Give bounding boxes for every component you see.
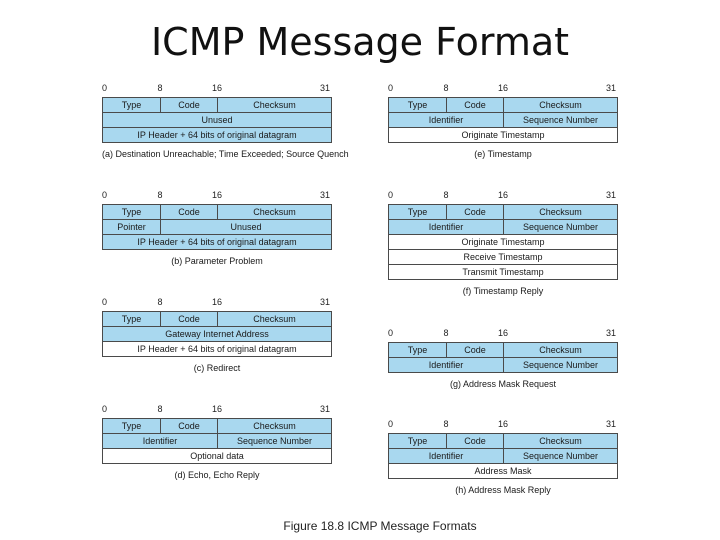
field-type: Type bbox=[103, 419, 160, 433]
bit-label: 8 bbox=[443, 190, 449, 200]
field-code: Code bbox=[160, 419, 217, 433]
diagram-f bbox=[388, 190, 618, 296]
field-row bbox=[103, 127, 331, 142]
message-format-box bbox=[388, 433, 618, 479]
field-row bbox=[103, 433, 331, 448]
message-format-box bbox=[102, 311, 332, 357]
diagram-caption: (f) Timestamp Reply bbox=[462, 286, 544, 296]
message-format-box bbox=[388, 204, 618, 280]
field-type: Type bbox=[389, 205, 446, 219]
field-sequence-number: Sequence Number bbox=[503, 358, 617, 372]
page-title: ICMP Message Format bbox=[150, 20, 570, 64]
diagram-b bbox=[102, 190, 332, 266]
bit-label: 8 bbox=[157, 297, 163, 307]
field-type: Type bbox=[389, 98, 446, 112]
bit-label: 16 bbox=[497, 190, 509, 200]
field-row bbox=[103, 98, 331, 112]
bit-label: 0 bbox=[388, 419, 394, 429]
bit-label: 8 bbox=[157, 83, 163, 93]
bit-ruler bbox=[388, 419, 618, 433]
field-checksum: Checksum bbox=[503, 205, 617, 219]
diagram-caption: (h) Address Mask Reply bbox=[455, 485, 551, 495]
field-row bbox=[103, 341, 331, 356]
field-code: Code bbox=[446, 343, 503, 357]
field-transmit-timestamp: Transmit Timestamp bbox=[389, 265, 617, 279]
field-row bbox=[389, 112, 617, 127]
message-format-box bbox=[102, 418, 332, 464]
diagram-a bbox=[102, 83, 349, 159]
bit-label: 8 bbox=[443, 328, 449, 338]
field-type: Type bbox=[389, 434, 446, 448]
field-row bbox=[389, 448, 617, 463]
field-optional-data: Optional data bbox=[103, 449, 331, 463]
field-row bbox=[389, 249, 617, 264]
bit-label: 0 bbox=[388, 190, 394, 200]
bit-label: 31 bbox=[605, 83, 616, 93]
field-row bbox=[389, 98, 617, 112]
field-checksum: Checksum bbox=[217, 419, 331, 433]
bit-label: 16 bbox=[497, 83, 509, 93]
message-format-box bbox=[388, 97, 618, 143]
field-receive-timestamp: Receive Timestamp bbox=[389, 250, 617, 264]
field-identifier: Identifier bbox=[389, 220, 503, 234]
bit-ruler bbox=[388, 190, 618, 204]
field-type: Type bbox=[103, 205, 160, 219]
diagram-d bbox=[102, 404, 332, 480]
bit-ruler bbox=[102, 297, 332, 311]
field-ip-header-64-bits-of-original-datagram: IP Header + 64 bits of original datagram bbox=[103, 235, 331, 249]
field-address-mask: Address Mask bbox=[389, 464, 617, 478]
bit-label: 0 bbox=[102, 297, 108, 307]
field-row bbox=[389, 357, 617, 372]
bit-label: 8 bbox=[443, 83, 449, 93]
bit-ruler bbox=[388, 328, 618, 342]
message-format-box bbox=[102, 204, 332, 250]
bit-label: 16 bbox=[497, 328, 509, 338]
diagram-e bbox=[388, 83, 618, 159]
field-code: Code bbox=[446, 205, 503, 219]
field-row bbox=[103, 205, 331, 219]
field-row bbox=[103, 112, 331, 127]
bit-label: 0 bbox=[102, 83, 108, 93]
field-originate-timestamp: Originate Timestamp bbox=[389, 235, 617, 249]
field-code: Code bbox=[446, 98, 503, 112]
field-row bbox=[389, 264, 617, 279]
diagram-g bbox=[388, 328, 618, 389]
field-row bbox=[389, 434, 617, 448]
field-checksum: Checksum bbox=[503, 98, 617, 112]
bit-label: 31 bbox=[605, 419, 616, 429]
field-code: Code bbox=[446, 434, 503, 448]
field-row bbox=[389, 234, 617, 249]
bit-ruler bbox=[102, 190, 332, 204]
bit-label: 8 bbox=[157, 404, 163, 414]
field-sequence-number: Sequence Number bbox=[503, 449, 617, 463]
diagram-caption: (b) Parameter Problem bbox=[171, 256, 263, 266]
message-format-box bbox=[102, 97, 332, 143]
bit-label: 8 bbox=[443, 419, 449, 429]
field-code: Code bbox=[160, 205, 217, 219]
field-checksum: Checksum bbox=[217, 312, 331, 326]
bit-label: 31 bbox=[319, 190, 330, 200]
bit-label: 16 bbox=[211, 297, 223, 307]
diagram-caption: (e) Timestamp bbox=[474, 149, 532, 159]
field-identifier: Identifier bbox=[389, 113, 503, 127]
field-row bbox=[103, 219, 331, 234]
bit-label: 31 bbox=[319, 297, 330, 307]
field-sequence-number: Sequence Number bbox=[503, 113, 617, 127]
field-sequence-number: Sequence Number bbox=[217, 434, 331, 448]
field-row bbox=[389, 127, 617, 142]
bit-label: 31 bbox=[319, 83, 330, 93]
field-type: Type bbox=[103, 98, 160, 112]
field-identifier: Identifier bbox=[389, 358, 503, 372]
field-pointer: Pointer bbox=[103, 220, 160, 234]
field-row bbox=[103, 326, 331, 341]
bit-label: 31 bbox=[605, 328, 616, 338]
diagram-caption: (g) Address Mask Request bbox=[449, 379, 557, 389]
field-row bbox=[389, 205, 617, 219]
bit-ruler bbox=[102, 404, 332, 418]
bit-label: 16 bbox=[211, 190, 223, 200]
field-sequence-number: Sequence Number bbox=[503, 220, 617, 234]
bit-label: 0 bbox=[388, 83, 394, 93]
field-checksum: Checksum bbox=[217, 205, 331, 219]
field-identifier: Identifier bbox=[389, 449, 503, 463]
bit-label: 8 bbox=[157, 190, 163, 200]
field-type: Type bbox=[389, 343, 446, 357]
bit-label: 0 bbox=[388, 328, 394, 338]
field-row bbox=[389, 463, 617, 478]
field-row bbox=[103, 312, 331, 326]
field-code: Code bbox=[160, 312, 217, 326]
diagram-h bbox=[388, 419, 618, 495]
field-row bbox=[103, 448, 331, 463]
figure-caption: Figure 18.8 ICMP Message Formats bbox=[283, 519, 477, 533]
field-row bbox=[103, 419, 331, 433]
bit-ruler bbox=[388, 83, 618, 97]
diagram-c bbox=[102, 297, 332, 373]
field-type: Type bbox=[103, 312, 160, 326]
field-checksum: Checksum bbox=[503, 343, 617, 357]
bit-label: 16 bbox=[211, 83, 223, 93]
field-code: Code bbox=[160, 98, 217, 112]
message-format-box bbox=[388, 342, 618, 373]
field-row bbox=[389, 343, 617, 357]
diagram-caption: (c) Redirect bbox=[193, 363, 241, 373]
field-unused: Unused bbox=[103, 113, 331, 127]
bit-label: 0 bbox=[102, 190, 108, 200]
field-checksum: Checksum bbox=[503, 434, 617, 448]
bit-label: 31 bbox=[605, 190, 616, 200]
field-gateway-internet-address: Gateway Internet Address bbox=[103, 327, 331, 341]
field-unused: Unused bbox=[160, 220, 331, 234]
bit-label: 16 bbox=[211, 404, 223, 414]
bit-ruler bbox=[102, 83, 349, 97]
field-row bbox=[103, 234, 331, 249]
field-originate-timestamp: Originate Timestamp bbox=[389, 128, 617, 142]
field-ip-header-64-bits-of-original-datagram: IP Header + 64 bits of original datagram bbox=[103, 128, 331, 142]
field-ip-header-64-bits-of-original-datagram: IP Header + 64 bits of original datagram bbox=[103, 342, 331, 356]
field-row bbox=[389, 219, 617, 234]
bit-label: 16 bbox=[497, 419, 509, 429]
diagram-caption: (a) Destination Unreachable; Time Exceeded; Source Quench bbox=[102, 149, 349, 159]
field-identifier: Identifier bbox=[103, 434, 217, 448]
diagram-caption: (d) Echo, Echo Reply bbox=[174, 470, 260, 480]
bit-label: 0 bbox=[102, 404, 108, 414]
field-checksum: Checksum bbox=[217, 98, 331, 112]
bit-label: 31 bbox=[319, 404, 330, 414]
